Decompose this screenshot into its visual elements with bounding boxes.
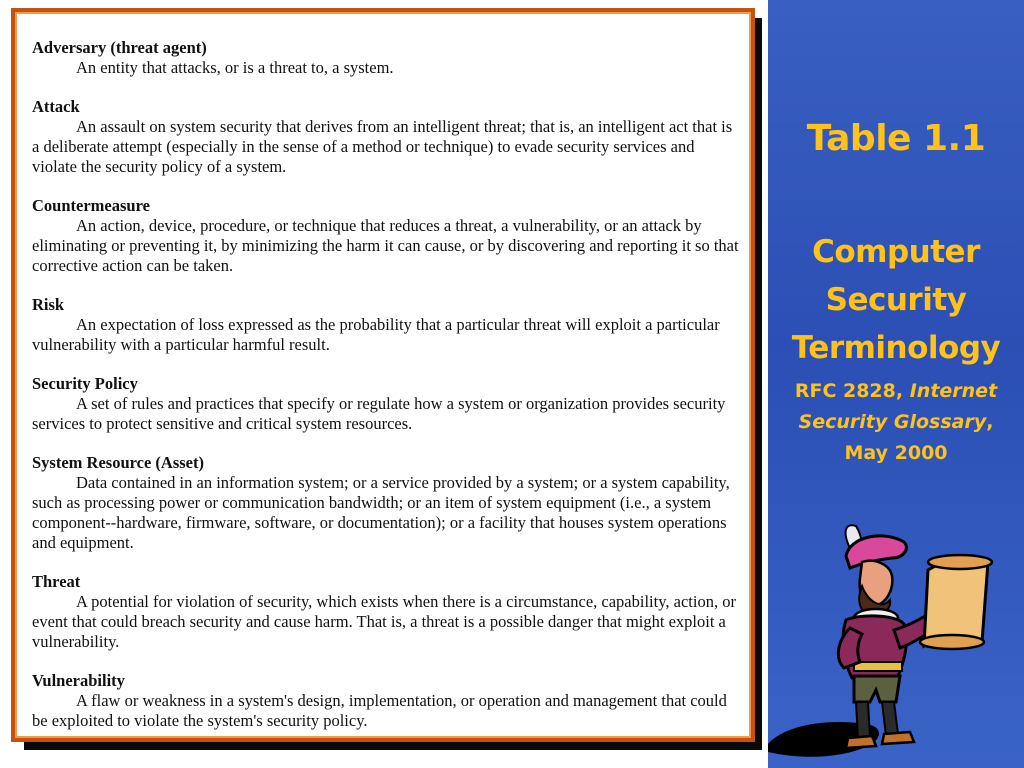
scroll-bottom-roll <box>920 635 984 649</box>
belt <box>854 662 902 671</box>
subtitle-line: Terminology <box>791 330 1001 366</box>
term-name: Risk <box>32 295 65 314</box>
terminology-list <box>32 38 742 750</box>
term-definition: An action, device, procedure, or technique that reduces a threat, a vulnerability, or an attack by eliminating or preventing it, by minimizing the harm it can cause, or by discovering and reporting it so that corrective action can be taken. <box>32 216 739 275</box>
term-entry <box>32 671 742 731</box>
citation-italic: Internet <box>909 380 998 402</box>
term-entry <box>32 453 742 553</box>
term-definition: An assault on system security that derives from an intelligent threat; that is, an intelligent act that is a deliberate attempt (especially in the sense of a method or technique) to evade security services and violate the security policy of a system. <box>32 117 733 176</box>
term-entry <box>32 38 742 78</box>
right-leg <box>882 702 898 736</box>
term-name: Threat <box>32 572 81 591</box>
citation-line-2 <box>768 407 1024 438</box>
term-name: Adversary (threat agent) <box>32 38 207 57</box>
term-definition: A potential for violation of security, which exists when there is a circumstance, capability, action, or event that could breach security and cause harm. That is, a threat is a possible danger that might exploit a vulnerability. <box>32 592 736 651</box>
term-name: Countermeasure <box>32 196 150 215</box>
term-definition: An entity that attacks, or is a threat to, a system. <box>76 58 394 77</box>
citation-comma: , <box>986 411 994 433</box>
term-name: Attack <box>32 97 80 116</box>
term-definition: Data contained in an information system; or a service provided by a system; or a system capability, such as processing power or communication bandwidth; or an item of system equipment (i.e., a system component--hardware, firmware, software, or documentation); or a facility that houses system operations and equipment. <box>32 473 730 552</box>
left-leg <box>856 702 870 738</box>
term-definition: A flaw or weakness in a system's design, implementation, or operation and management that could be exploited to violate the system's security policy. <box>32 691 727 730</box>
term-entry <box>32 97 742 177</box>
term-definition: An expectation of loss expressed as the probability that a particular threat will exploit a particular vulnerability with a particular harmful result. <box>32 315 720 354</box>
subtitle-line: Computer <box>812 234 980 270</box>
term-name: System Resource (Asset) <box>32 453 204 472</box>
term-entry <box>32 572 742 652</box>
term-name: Security Policy <box>32 374 138 393</box>
citation-italic: Security Glossary <box>798 411 987 433</box>
breeches <box>854 676 900 702</box>
scroll <box>924 559 988 646</box>
left-shoe <box>846 736 876 748</box>
term-definition: A set of rules and practices that specify or regulate how a system or organization provides security services to protect sensitive and critical system resources. <box>32 394 726 433</box>
subtitle-line: Security <box>825 282 967 318</box>
scroll-top-roll <box>928 555 992 569</box>
citation-line-1 <box>768 376 1024 407</box>
term-entry <box>32 295 742 355</box>
citation-rfc: RFC 2828, <box>794 380 910 402</box>
term-entry <box>32 374 742 434</box>
slide-subtitle <box>768 228 1024 372</box>
term-entry <box>32 196 742 276</box>
herald-with-scroll-icon <box>764 512 1024 768</box>
citation-date: May 2000 <box>844 442 948 464</box>
terminology-table-frame <box>11 8 755 742</box>
term-name: Vulnerability <box>32 671 125 690</box>
slide-title: Table 1.1 <box>806 118 986 159</box>
source-citation <box>768 376 1024 469</box>
right-shoe <box>882 732 914 744</box>
